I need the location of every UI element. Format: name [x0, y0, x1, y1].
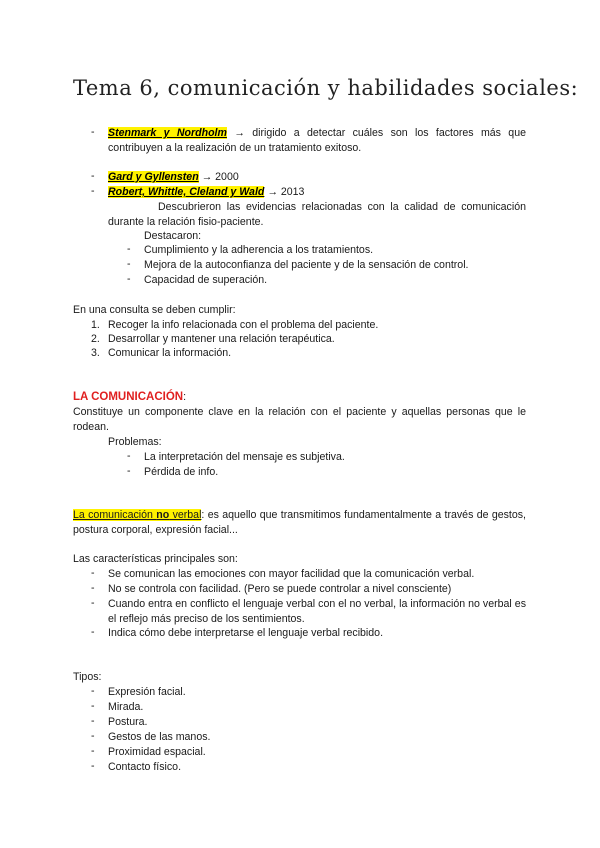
bullet-dash: - [91, 582, 95, 594]
author-item-gard [108, 170, 239, 184]
characteristic-item: Indica cómo debe interpretarse el lenguaje verbal recibido. [108, 627, 384, 639]
author-name-highlight: Stenmark y Nordholm [108, 127, 227, 139]
consult-item: Recoger la info relacionada con el problema del paciente. [108, 319, 379, 331]
communication-definition: Constituye un componente clave en la relación con el paciente y aquellas personas que le rodean. [73, 406, 526, 433]
bullet-dash: - [127, 258, 131, 270]
bullet-dash: - [127, 273, 131, 285]
bullet-dash: - [91, 715, 95, 727]
nonverbal-definition [73, 508, 526, 537]
type-item: Gestos de las manos. [108, 731, 211, 743]
characteristics-intro: Las características principales son: [73, 553, 238, 565]
bullet-dash: - [91, 700, 95, 712]
bullet-dash: - [91, 730, 95, 742]
author-description: → dirigido a detectar cuáles son los factores más que contribuyen a la realización de un tratamiento exitoso. [108, 127, 526, 154]
page-title: Tema 6, comunicación y habilidades sociales: [73, 76, 579, 100]
problem-item: La interpretación del mensaje es subjetiva. [144, 451, 345, 463]
bullet-dash: - [91, 760, 95, 772]
author-name-highlight: Gard y Gyllensten [108, 171, 199, 183]
term-part: La comunicación [73, 509, 157, 521]
nonverbal-term-highlight [73, 509, 201, 521]
bullet-dash: - [127, 465, 131, 477]
characteristic-item: No se controla con facilidad. (Pero se puede controlar a nivel consciente) [108, 583, 452, 595]
nonverbal-definition-text: : es aquello que transmitimos fundamentalmente a través de gestos, postura corporal, expresión facial... [73, 509, 526, 536]
bullet-dash: - [91, 685, 95, 697]
bullet-dash: - [91, 126, 95, 138]
bullet-dash: - [91, 597, 95, 609]
discovery-paragraph: Descubrieron las evidencias relacionadas con la calidad de comunicación durante la relación fisio-paciente. [108, 201, 526, 228]
heading-colon: : [183, 391, 187, 403]
characteristic-item: Se comunican las emociones con mayor facilidad que la comunicación verbal. [108, 568, 475, 580]
term-part: verbal [169, 509, 202, 521]
list-number: 3. [91, 347, 100, 359]
type-item: Mirada. [108, 701, 144, 713]
list-number: 1. [91, 319, 100, 331]
highlighted-label: Destacaron: [144, 230, 202, 242]
author-name-highlight: Robert, Whittle, Cleland y Wald [108, 186, 265, 198]
type-item: Postura. [108, 716, 148, 728]
consult-item: Desarrollar y mantener una relación terapéutica. [108, 333, 335, 345]
communication-heading: LA COMUNICACIÓN [73, 391, 184, 403]
list-number: 2. [91, 333, 100, 345]
bullet-dash: - [91, 745, 95, 757]
highlight-item: Cumplimiento y la adherencia a los tratamientos. [144, 244, 374, 256]
section-heading [73, 390, 186, 404]
type-item: Expresión facial. [108, 686, 186, 698]
types-label: Tipos: [73, 671, 102, 683]
bullet-dash: - [91, 626, 95, 638]
author-item-robert [108, 185, 304, 199]
author-item-stenmark [108, 126, 526, 155]
bullet-dash: - [127, 450, 131, 462]
characteristic-item: Cuando entra en conflicto el lenguaje verbal con el no verbal, la información no verbal es el reflejo más preciso de los sentimientos. [108, 598, 526, 625]
type-item: Contacto físico. [108, 761, 182, 773]
highlight-item: Mejora de la autoconfianza del paciente y de la sensación de control. [144, 259, 469, 271]
highlight-item: Capacidad de superación. [144, 274, 268, 286]
term-bold: no [156, 509, 170, 521]
bullet-dash: - [127, 243, 131, 255]
bullet-dash: - [91, 185, 95, 197]
type-item: Proximidad espacial. [108, 746, 206, 758]
problem-item: Pérdida de info. [144, 466, 219, 478]
author-year: → 2013 [267, 186, 305, 198]
author-year: → 2000 [201, 171, 239, 183]
bullet-dash: - [91, 567, 95, 579]
consult-intro: En una consulta se deben cumplir: [73, 304, 236, 316]
bullet-dash: - [91, 170, 95, 182]
consult-item: Comunicar la información. [108, 347, 232, 359]
problems-label: Problemas: [108, 436, 162, 448]
